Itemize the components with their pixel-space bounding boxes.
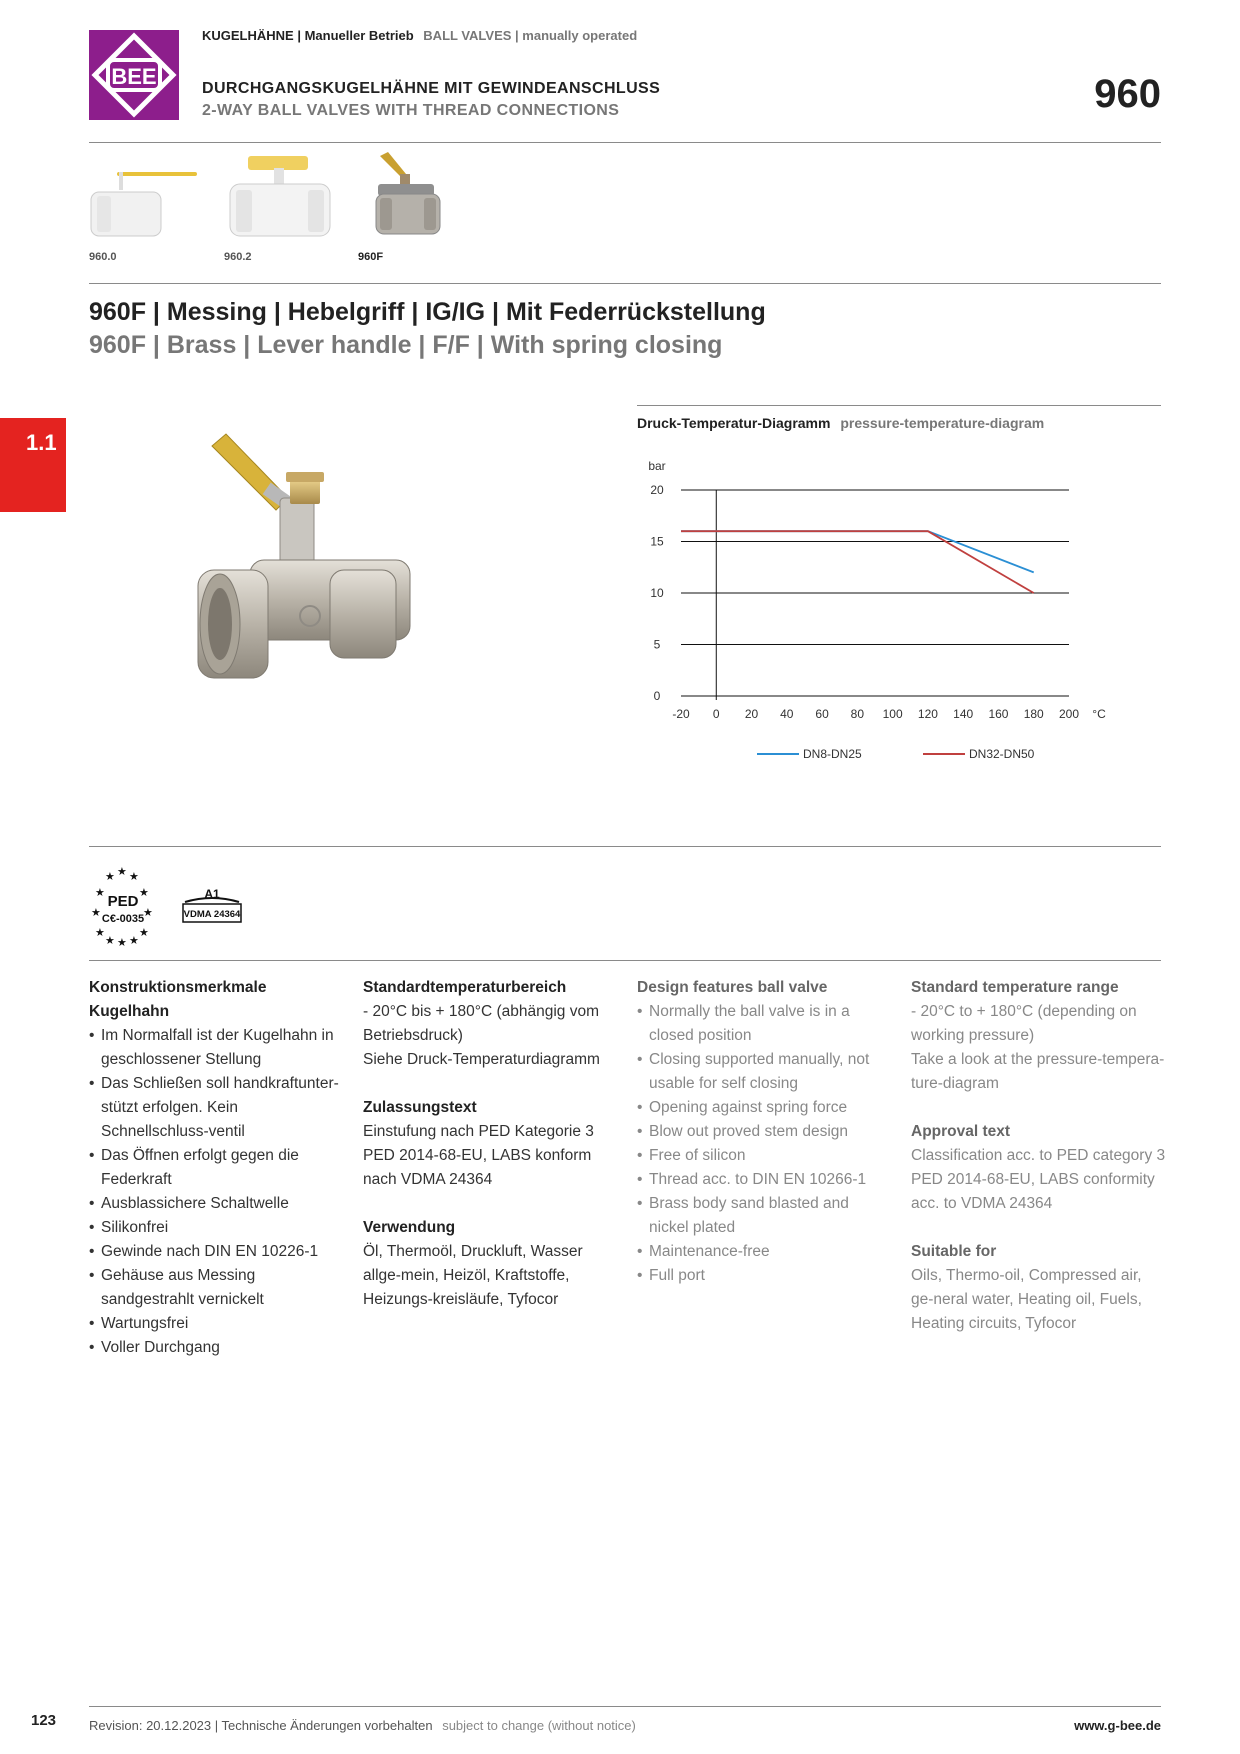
vdma-label: VDMA 24364 — [183, 909, 241, 920]
variant-label: 960.2 — [224, 251, 252, 263]
svg-text:★: ★ — [105, 871, 115, 883]
approval-en-title: Approval text — [911, 1123, 1011, 1140]
list-item: • Maintenance-free — [637, 1240, 892, 1264]
svg-text:★: ★ — [105, 935, 115, 946]
list-item: • Ausblassichere Schaltwelle — [89, 1192, 344, 1216]
ce-label: C€-0035 — [101, 913, 145, 925]
design-features-de-list — [89, 1024, 344, 1360]
certification-badges — [89, 866, 269, 946]
temperature-range-en-text: - 20°C to + 180°C (depending on working pressure) — [911, 1003, 1137, 1044]
svg-text:★: ★ — [129, 871, 139, 883]
x-tick-label: 40 — [780, 707, 794, 721]
specs-en — [911, 976, 1166, 1360]
usage-en-title: Suitable for — [911, 1243, 997, 1260]
y-tick-label: 0 — [653, 689, 661, 703]
series-line — [681, 531, 1034, 593]
variant-thumbnail-960f[interactable] — [358, 150, 478, 250]
breadcrumb-de: KUGELHÄHNE | Manueller Betrieb — [202, 28, 414, 43]
list-item: • Silikonfrei — [89, 1216, 344, 1240]
x-tick-label: -20 — [672, 707, 690, 721]
pressure-temperature-chart — [637, 450, 1161, 770]
y-tick-label: 20 — [650, 483, 664, 497]
y-tick-label: 10 — [650, 586, 664, 600]
temperature-range-en-title: Standard temperature range — [911, 979, 1119, 996]
design-features-en-title: Design features ball valve — [637, 979, 828, 996]
y-tick-label: 5 — [653, 637, 661, 652]
divider — [89, 283, 1161, 284]
temperature-range-de-text: - 20°C bis + 180°C (abhängig vom Betriebsdruck) — [363, 1003, 599, 1044]
product-title-de: 960F | Messing | Hebelgriff | IG/IG | Mit Federrückstellung — [89, 298, 766, 326]
approval-de-text: Einstufung nach PED Kategorie 3 PED 2014-68-EU, LABS konform nach VDMA 24364 — [363, 1123, 594, 1188]
page-number: 123 — [31, 1712, 57, 1729]
variant-thumbnail-960-2[interactable] — [224, 150, 344, 250]
design-features-de-title: Konstruktionsmerkmale Kugelhahn — [89, 979, 267, 1020]
temperature-range-en-note: Take a look at the pressure-tempera-ture-diagram — [911, 1051, 1165, 1092]
diagram-title-en: pressure-temperature-diagram — [840, 415, 1045, 431]
diagram-title — [637, 415, 1044, 431]
x-axis-label: °C — [1092, 707, 1106, 721]
breadcrumb-en: BALL VALVES | manually operated — [423, 28, 638, 43]
list-item: • Full port — [637, 1264, 892, 1288]
section-tab[interactable] — [0, 418, 66, 512]
list-item: • Gehäuse aus Messing sandgestrahlt vernickelt — [89, 1264, 344, 1312]
svg-text:★: ★ — [117, 937, 127, 946]
ped-badge — [91, 866, 153, 946]
svg-text:★: ★ — [129, 935, 139, 946]
x-tick-label: 160 — [988, 707, 1009, 721]
series-line — [681, 531, 1034, 572]
list-item: • Das Öffnen erfolgt gegen die Federkraft — [89, 1144, 344, 1192]
approval-de-title: Zulassungstext — [363, 1099, 477, 1116]
design-features-en-list — [637, 1000, 892, 1288]
x-tick-label: 200 — [1058, 707, 1080, 721]
usage-de-text: Öl, Thermoöl, Druckluft, Wasser allge-mein, Heizöl, Kraftstoffe, Heizungs-kreisläufe, Tyfocor — [363, 1243, 583, 1308]
svg-text:★: ★ — [117, 866, 127, 878]
design-features-de — [89, 976, 344, 1360]
list-item: • Thread acc. to DIN EN 10266-1 — [637, 1168, 892, 1192]
series-code: 960 — [1094, 72, 1161, 116]
a1-label: A1 — [204, 887, 220, 901]
design-features-en — [637, 976, 892, 1288]
variant-thumbnail-960-0[interactable] — [89, 150, 209, 250]
list-item: • Voller Durchgang — [89, 1336, 344, 1360]
category-heading-en: 2-WAY BALL VALVES WITH THREAD CONNECTIONS — [202, 102, 620, 119]
specs-de — [363, 976, 618, 1336]
list-item: • Blow out proved stem design — [637, 1120, 892, 1144]
ped-label: PED — [107, 893, 139, 910]
divider — [637, 405, 1161, 406]
list-item: • Das Schließen soll handkraftunter-stützt erfolgen. Kein Schnellschluss-ventil — [89, 1072, 344, 1144]
product-image — [190, 420, 490, 720]
legend-label: DN32-DN50 — [969, 747, 1035, 761]
approval-en-text: Classification acc. to PED category 3 PED 2014-68-EU, LABS conformity acc. to VDMA 24364 — [911, 1147, 1166, 1212]
section-tab-label: 1.1 — [26, 430, 57, 455]
x-tick-label: 120 — [917, 707, 938, 721]
legend-label: DN8-DN25 — [803, 747, 862, 761]
temperature-range-de-note: Siehe Druck-Temperaturdiagramm — [363, 1051, 600, 1068]
product-title-en: 960F | Brass | Lever handle | F/F | With spring closing — [89, 331, 723, 359]
x-tick-label: 80 — [850, 707, 865, 721]
x-tick-label: 60 — [815, 707, 829, 721]
divider — [89, 142, 1161, 143]
brand-logo — [89, 30, 179, 120]
list-item: • Free of silicon — [637, 1144, 892, 1168]
x-tick-label: 100 — [882, 707, 903, 721]
list-item: • Im Normalfall ist der Kugelhahn in geschlossener Stellung — [89, 1024, 344, 1072]
website-link[interactable]: www.g-bee.de — [1074, 1718, 1161, 1733]
divider — [89, 846, 1161, 847]
svg-text:★: ★ — [139, 927, 149, 939]
svg-text:★: ★ — [95, 927, 105, 939]
variant-label-active: 960F — [358, 251, 384, 263]
list-item: • Opening against spring force — [637, 1096, 892, 1120]
svg-text:★: ★ — [139, 887, 149, 899]
x-tick-label: 20 — [744, 707, 759, 721]
list-item: • Brass body sand blasted and nickel plated — [637, 1192, 892, 1240]
x-tick-label: 0 — [712, 707, 720, 721]
logo-text: BEE — [111, 64, 157, 89]
revision-de: Revision: 20.12.2023 | Technische Änderungen vorbehalten — [89, 1718, 433, 1733]
divider — [89, 1706, 1161, 1707]
breadcrumb — [202, 28, 637, 43]
revision-note — [89, 1718, 636, 1733]
y-axis-label: bar — [648, 459, 666, 473]
revision-en: subject to change (without notice) — [442, 1718, 636, 1733]
svg-text:★: ★ — [143, 907, 153, 919]
divider — [89, 960, 1161, 961]
list-item: • Wartungsfrei — [89, 1312, 344, 1336]
variant-label: 960.0 — [89, 251, 117, 263]
x-tick-label: 140 — [953, 707, 974, 721]
diagram-title-de: Druck-Temperatur-Diagramm — [637, 415, 831, 431]
list-item: • Closing supported manually, not usable for self closing — [637, 1048, 892, 1096]
x-tick-label: 180 — [1023, 707, 1044, 721]
usage-de-title: Verwendung — [363, 1219, 456, 1236]
y-tick-label: 15 — [650, 534, 664, 549]
usage-en-text: Oils, Thermo-oil, Compressed air, ge-neral water, Heating oil, Fuels, Heating circuits, Tyfocor — [911, 1267, 1142, 1332]
svg-text:★: ★ — [95, 887, 105, 899]
temperature-range-de-title: Standardtemperaturbereich — [363, 979, 567, 996]
svg-text:★: ★ — [91, 907, 101, 919]
list-item: • Normally the ball valve is in a closed position — [637, 1000, 892, 1048]
vdma-badge — [183, 887, 241, 922]
category-heading-de: DURCHGANGSKUGELHÄHNE MIT GEWINDEANSCHLUSS — [202, 80, 661, 97]
list-item: • Gewinde nach DIN EN 10226-1 — [89, 1240, 344, 1264]
